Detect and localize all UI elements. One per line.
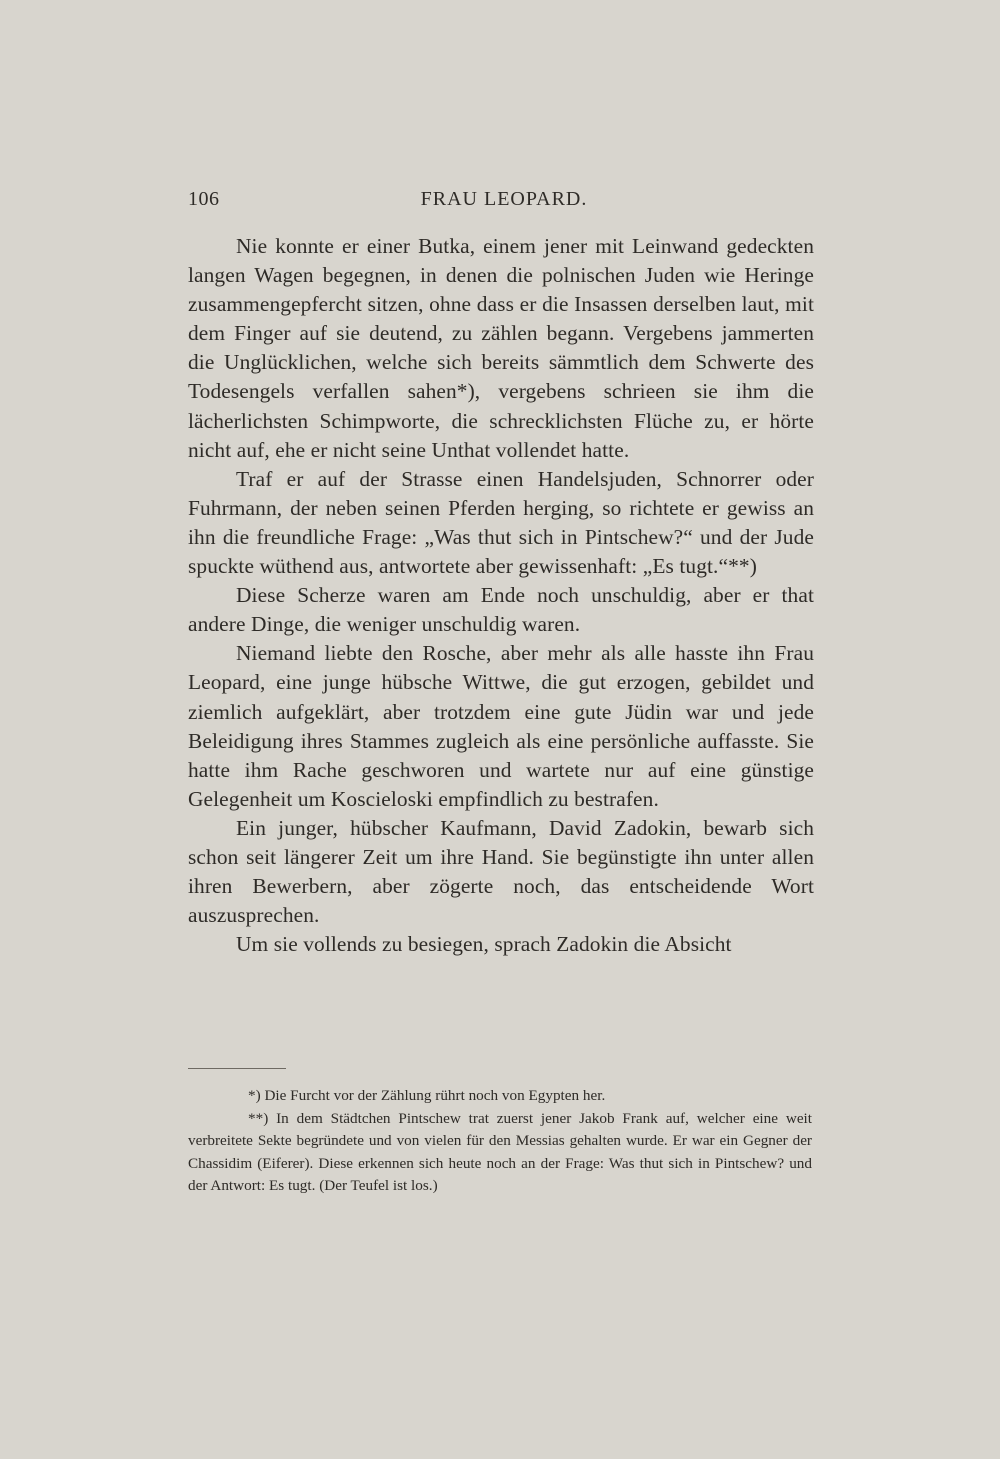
page-number: 106 xyxy=(188,188,220,210)
paragraph: Ein junger, hübscher Kaufmann, David Zadokin, bewarb sich schon seit längerer Zeit um ihre Hand. Sie begünstigte ihn unter allen ihren Bewerbern, aber zögerte noch, das entscheidende Wort auszusprechen. xyxy=(188,815,814,928)
paragraph: Niemand liebte den Rosche, aber mehr als alle hasste ihn Frau Leopard, eine junge hübsche Wittwe, die gut erzogen, gebildet und ziemlich aufgeklärt, aber trotzdem eine gute Jüdin war und jede Beleidigung ihres Stammes zugleich als eine persönliche auffasste. Sie hatte ihm Rache geschworen und wartete nur auf eine günstige Gelegenheit um Koscieloski empfindlich zu bestrafen. xyxy=(188,641,814,811)
paragraph: Diese Scherze waren am Ende noch unschuldig, aber er that andere Dinge, die weniger unschuldig waren. xyxy=(188,583,814,637)
paragraph: Nie konnte er einer Butka, einem jener mit Leinwand gedeckten langen Wagen begegnen, in denen die polnischen Juden wie Heringe zusammengepfercht sitzen, ohne dass er die Insassen derselben laut, mit dem Finger auf sie deutend, zu zählen begann. Vergebens jammerten die Unglücklichen, welche sich bereits sämmtlich dem Schwerte des Todesengels verfallen sahen*), vergebens schrieen sie ihm die lächerlichsten Schimpworte, die schrecklichsten Flüche zu, er hörte nicht auf, ehe er nicht seine Unthat vollendet hatte. xyxy=(188,234,814,462)
paragraph: Traf er auf der Strasse einen Handelsjuden, Schnorrer oder Fuhrmann, der neben seinen Pferden herging, so richtete er gewiss an ihn die freundliche Frage: „Was thut sich in Pintschew?“ und der Jude spuckte wüthend aus, antwortete aber gewissenhaft: „Es tugt.“**) xyxy=(188,466,814,579)
footnote: **) In dem Städtchen Pintschew trat zuerst jener Jakob Frank auf, welcher eine weit verbreitete Sekte begründete und von vielen für den Messias gehalten wurde. Er war ein Gegner der Chassidim (Eiferer). Diese erkennen sich heute noch an der Frage: Was thut sich in Pintschew? und der Antwort: Es tugt. (Der Teufel ist los.) xyxy=(188,1109,812,1194)
footnote-divider xyxy=(188,1068,286,1069)
page-header xyxy=(188,188,812,216)
paragraph: Um sie vollends zu besiegen, sprach Zadokin die Absicht xyxy=(236,932,732,957)
footnote: *) Die Furcht vor der Zählung rührt noch von Egypten her. xyxy=(248,1087,606,1104)
running-title: FRAU LEOPARD. xyxy=(420,188,588,210)
footnotes xyxy=(188,1085,812,1198)
main-text xyxy=(188,232,814,959)
